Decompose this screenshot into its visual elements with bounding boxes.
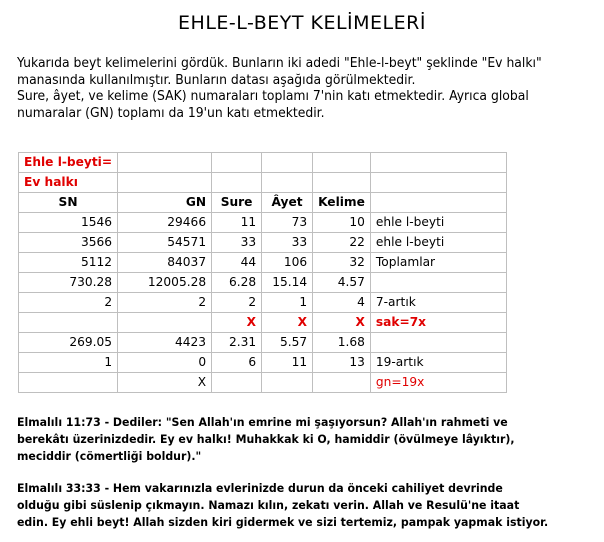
table-cell: 4: [313, 293, 371, 313]
table-cell: 1.68: [313, 333, 371, 353]
table-cell: Toplamlar: [370, 253, 506, 273]
verse-line: meciddir (cömertliği boldur).": [17, 449, 202, 463]
table-cell: 11: [262, 353, 313, 373]
table-cell: [262, 373, 313, 393]
table-row: [19, 213, 507, 233]
table-cell: [212, 373, 262, 393]
table-row: [19, 373, 507, 393]
table-row: [19, 253, 507, 273]
intro-line: Yukarıda beyt kelimelerini gördük. Bunların iki adedi "Ehle-l-beyt" şeklinde "Ev halkı": [17, 56, 542, 71]
column-header-gn: GN: [118, 193, 212, 213]
data-table: [18, 152, 507, 393]
table-cell: 33: [212, 233, 262, 253]
table-cell: 29466: [118, 213, 212, 233]
table-cell: 269.05: [19, 333, 118, 353]
table-row: [19, 273, 507, 293]
table-cell: ehle l-beyti: [370, 233, 506, 253]
caption-row: [19, 173, 507, 193]
page-title: EHLE-L-BEYT KELİMELERİ: [178, 12, 426, 34]
table-cell: 2: [19, 293, 118, 313]
table-cell: 12005.28: [118, 273, 212, 293]
table-cell: 84037: [118, 253, 212, 273]
table-row: [19, 333, 507, 353]
table-cell: 19-artık: [370, 353, 506, 373]
check-mark: X: [313, 313, 371, 333]
table-cell: 54571: [118, 233, 212, 253]
table-cell: [313, 373, 371, 393]
table-cell: sak=7x: [370, 313, 506, 333]
verse-line: Elmalılı 33:33 - Hem vakarınızla evlerinizde durun da önceki cahiliyet devrinde: [17, 481, 503, 495]
intro-line: manasında kullanılmıştır. Bunların datası aşağıda görülmektedir.: [17, 72, 416, 88]
header-row: [19, 193, 507, 213]
table-cell: [19, 313, 118, 333]
intro-line: numaralar (GN) toplamı da 19'un katı etmektedir.: [17, 105, 325, 121]
verse-line: olduğu gibi süslenip çıkmayın. Namazı kılın, zekatı verin. Allah ve Resulü'ne itaat: [17, 498, 520, 512]
table-cell: 3566: [19, 233, 118, 253]
table-cell: 32: [313, 253, 371, 273]
column-header-kelime: Kelime: [313, 193, 371, 213]
column-header-sn: SN: [19, 193, 118, 213]
table-cell: ehle l-beyti: [370, 213, 506, 233]
table-caption: Ehle l-beyti=: [19, 153, 118, 173]
table-cell: 2: [212, 293, 262, 313]
table-cell: [118, 313, 212, 333]
table-cell: 11: [212, 213, 262, 233]
intro-line: Sure, âyet, ve kelime (SAK) numaraları toplamı 7'nin katı etmektedir. Ayrıca global: [17, 89, 529, 104]
table-cell: 13: [313, 353, 371, 373]
table-cell: [370, 333, 506, 353]
verse-33-33: [17, 480, 575, 531]
table-cell: 4.57: [313, 273, 371, 293]
column-header-sure: Sure: [212, 193, 262, 213]
check-mark: X: [212, 313, 262, 333]
table-cell: 0: [118, 353, 212, 373]
table-cell: 44: [212, 253, 262, 273]
table-cell: 1: [19, 353, 118, 373]
table-cell: 73: [262, 213, 313, 233]
table-cell: 1546: [19, 213, 118, 233]
table-cell: 1: [262, 293, 313, 313]
table-cell: 7-artık: [370, 293, 506, 313]
table-cell: 6: [212, 353, 262, 373]
check-mark: X: [262, 313, 313, 333]
table-caption: Ev halkı: [19, 173, 118, 193]
verse-line: edin. Ey ehli beyt! Allah sizden kiri gidermek ve sizi tertemiz, pampak yapmak istiyor.: [17, 515, 549, 529]
verse-line: Elmalılı 11:73 - Dediler: "Sen Allah'ın emrine mi şaşıyorsun? Allah'ın rahmeti ve: [17, 415, 508, 429]
column-header-label: [370, 193, 506, 213]
check-mark: X: [118, 373, 212, 393]
table-cell: 33: [262, 233, 313, 253]
table-cell: 5112: [19, 253, 118, 273]
table-cell: 22: [313, 233, 371, 253]
table-cell: 730.28: [19, 273, 118, 293]
table-cell: 5.57: [262, 333, 313, 353]
table-cell: 6.28: [212, 273, 262, 293]
table-cell: 4423: [118, 333, 212, 353]
table-row: [19, 293, 507, 313]
table-row: [19, 313, 507, 333]
table-cell: 106: [262, 253, 313, 273]
table-cell: 2: [118, 293, 212, 313]
table-row: [19, 233, 507, 253]
intro-paragraph: [17, 56, 562, 122]
table-cell: 10: [313, 213, 371, 233]
table-cell: gn=19x: [370, 373, 506, 393]
table-cell: [370, 273, 506, 293]
verse-11-73: [17, 414, 575, 465]
caption-row: [19, 153, 507, 173]
table-cell: 2.31: [212, 333, 262, 353]
table-row: [19, 353, 507, 373]
table-cell: 15.14: [262, 273, 313, 293]
table-cell: [19, 373, 118, 393]
verse-line: berekâtı üzerinizdedir. Ey ev halkı! Muhakkak ki O, hamiddir (övülmeye lâyıktır),: [17, 432, 515, 446]
column-header-ayet: Âyet: [262, 193, 313, 213]
